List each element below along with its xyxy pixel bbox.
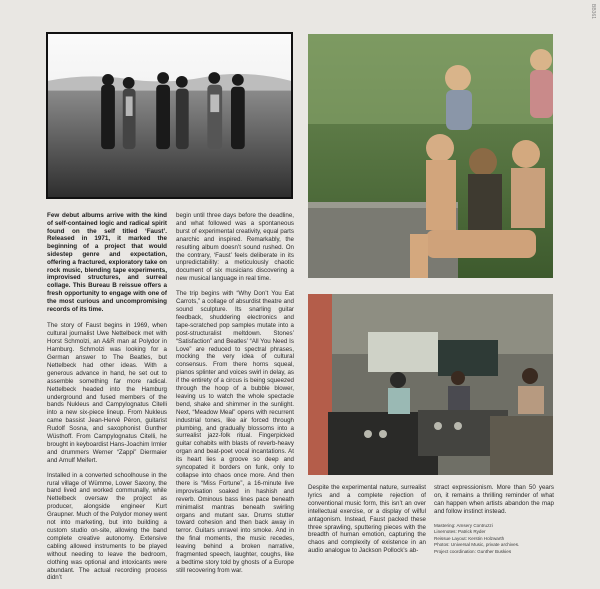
credit-line: Linernotes: Patrick Ryder [434, 529, 486, 535]
band-photo [46, 32, 293, 199]
credit-line: Project coordination: Gunther Buskies [434, 549, 512, 554]
credit-line: Mastering: Amsery Contruzzi [434, 522, 493, 528]
text-column-3 [308, 484, 426, 562]
group-photo [308, 34, 553, 278]
catalog-number: BB361 [590, 4, 596, 20]
body-paragraph: The story of Faust begins in 1969, when cultural journalist Uwe Nettelbeck met with Horst Schmolzi, an A&R man at Polydor in Hamburg. Schmolzi was looking for a German answer to The Beatles, but Nettelbeck had other ideas. With a generous advance in hand, he set out to assemble something far more radical. Nettelbeck headed into the Hamburg underground and fused members of the bands Nukleus and Campylognatus Citelli into a new six-piece lineup. From Nukleus came bassist Jean-Hervé Péron, guitarist Rudolf Sosna, and saxophonist Gunther Wüsthoff. From Campylognatus Citelli, he brought in keyboardist Hans-Joachim Irmler and drummers Werner “Zappi” Diermaier and Arnulf Meifert. [47, 322, 167, 464]
credit-line: Reissue Layout: Kerstin Holzwarth [434, 535, 505, 541]
studio-photo [308, 294, 553, 475]
body-paragraph: The trip begins with “Why Don’t You Eat Carrots,” a collage of absurdist theatre and sound sculpture. Its snarling guitar feedback, shuddering electronics and tape-scratched pop samples mutate into a post-structuralist meltdown. Stones’ “Satisfaction” and Beatles’ “All You Need Is Love” are reduced to spectral phrases, mocking the very idea of cultural consensus. From there horns squeal, pianos splinter and voices swirl in delay, as if the entirety of a circus is being squeezed through the hoop of a bubble blower, leaving us to watch the whole spectacle bend, shake and shimmer in the sunlight. Next, “Meadow Meal” opens with recurrent industrial tones, like air forced through plumbing, and gradually blossoms into a surrealist jazz-folk ritual. Fingerpicked guitar cohabits with blasts of reverb-heavy organ and beat-poet vocal incantations. At its heart lies a groove so deep and syncopated it borders on funk, only to collapse into chaos once more. And then there is “Miss Fortune”, a 16-minute live improvisation soaked in hashish and reverb. Ominous bass lines pace beneath minimalist mantras beneath swirling organs and mutant sax. Drums stutter toward cohesion and then back away in terror. Guitars unravel into smoke. And in the final moments, the music recedes, leaving behind a broken narrative, fragmented speech, laughter, coughs, like a bedtime story told by ghosts of a Europe still recovering from war. [176, 290, 294, 574]
text-column-1 [47, 212, 167, 589]
text-column-4 [434, 484, 554, 556]
body-paragraph: Installed in a converted schoolhouse in the rural village of Wümme, Lower Saxony, the band lived and worked communally, while Nettelbeck oversaw the project as producer, alongside engineer Kurt Graupner. Much of the Polydor money went not into marketing, but into building a custom studio on-site, allowing the band complete creative autonomy. Extensive cabling allowed instruments to be played without needing to leave the bedroom, clothing was optional and intoxicants were abundant. The actual recording process didn’t [47, 471, 167, 582]
body-paragraph: stract expressionism. More than 50 years on, it remains a thrilling reminder of what can happen when artists abandon the map and follow instinct instead. [434, 484, 554, 515]
text-column-2 [176, 212, 294, 582]
credits-block [434, 523, 554, 556]
body-paragraph: begin until three days before the deadline, and what followed was a spontaneous burst of experimental creativity, equal parts anarchic and inspired. Remarkably, the resulting album doesn’t sound rushed. On the contrary, ‘Faust’ feels deliberate in its unpredictability: a meticulously chaotic document of six musicians discovering a new musical language in real time. [176, 212, 294, 283]
credit-line: Photos: Universal Music, private archives. [434, 542, 520, 548]
body-paragraph: Despite the experimental nature, surrealist lyrics and a complete rejection of conventional music form, this isn’t an over intellectual exercise, or a display of wilful antagonism. Instead, Faust packed these three sprawling, sputtering pieces with the breadth of human emotion, capturing the chaos and complexity of existence in an audio analogue to Jackson Pollock’s ab- [308, 484, 426, 555]
intro-paragraph: Few debut albums arrive with the kind of self-contained logic and radical spirit found on the self titled ‘Faust’. Released in 1971, it marked the beginning of a project that would sidestep genre and expectation, offering a fractured, exploratory take on rock music, blending tape experiments, improvised structures, and surreal collage. This Bureau B reissue offers a fresh opportunity to engage with one of the most curious and uncompromising records of its time. [47, 212, 167, 313]
